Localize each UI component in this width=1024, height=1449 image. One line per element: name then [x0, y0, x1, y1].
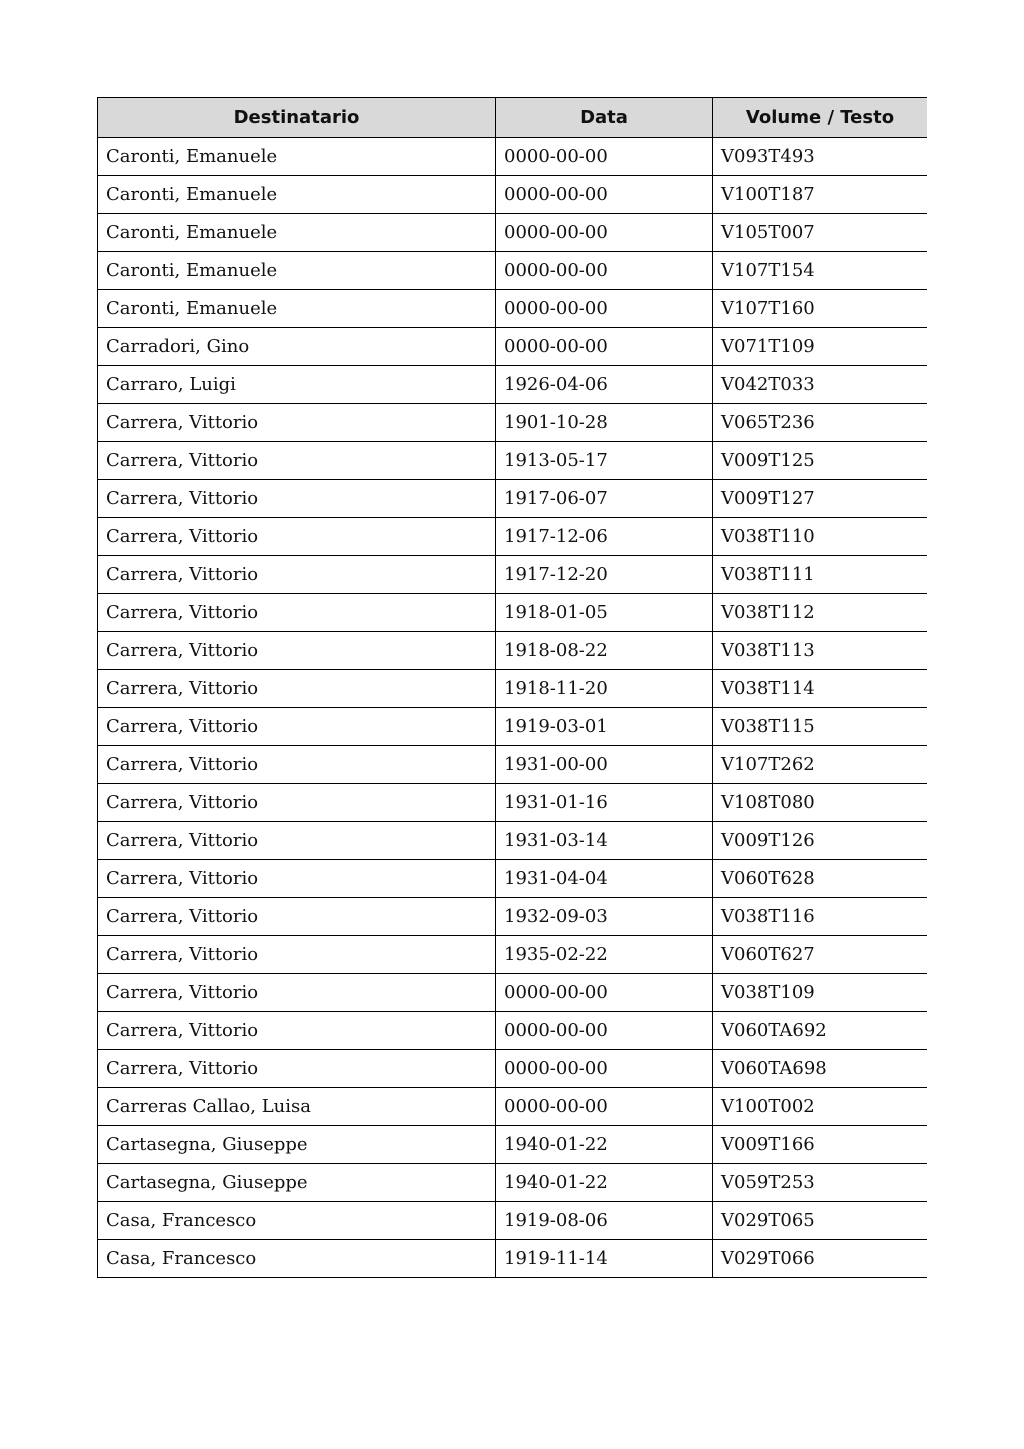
- cell-data: 1935-02-22: [496, 936, 713, 974]
- cell-data: 0000-00-00: [496, 138, 713, 176]
- cell-volume-testo: V100T002: [713, 1088, 928, 1126]
- cell-destinatario: Carradori, Gino: [98, 328, 496, 366]
- cell-data: 0000-00-00: [496, 214, 713, 252]
- table-row: [98, 328, 928, 366]
- cell-data: 1931-00-00: [496, 746, 713, 784]
- cell-volume-testo: V065T236: [713, 404, 928, 442]
- cell-data: 1917-06-07: [496, 480, 713, 518]
- cell-data: 1919-08-06: [496, 1202, 713, 1240]
- cell-volume-testo: V060T628: [713, 860, 928, 898]
- cell-destinatario: Caronti, Emanuele: [98, 252, 496, 290]
- cell-destinatario: Casa, Francesco: [98, 1240, 496, 1278]
- cell-volume-testo: V029T065: [713, 1202, 928, 1240]
- column-header-data: Data: [496, 98, 713, 138]
- cell-destinatario: Carrera, Vittorio: [98, 974, 496, 1012]
- cell-destinatario: Carreras Callao, Luisa: [98, 1088, 496, 1126]
- table-row: [98, 670, 928, 708]
- cell-data: 0000-00-00: [496, 290, 713, 328]
- cell-data: 1919-11-14: [496, 1240, 713, 1278]
- cell-data: 1931-01-16: [496, 784, 713, 822]
- table-row: [98, 214, 928, 252]
- table-row: [98, 1126, 928, 1164]
- table-row: [98, 1164, 928, 1202]
- cell-data: 1940-01-22: [496, 1126, 713, 1164]
- cell-destinatario: Carrera, Vittorio: [98, 594, 496, 632]
- cell-data: 1901-10-28: [496, 404, 713, 442]
- table-row: [98, 366, 928, 404]
- cell-data: 1940-01-22: [496, 1164, 713, 1202]
- cell-destinatario: Carrera, Vittorio: [98, 898, 496, 936]
- cell-data: 0000-00-00: [496, 328, 713, 366]
- cell-destinatario: Carrera, Vittorio: [98, 518, 496, 556]
- table-row: [98, 860, 928, 898]
- cell-volume-testo: V100T187: [713, 176, 928, 214]
- cell-volume-testo: V105T007: [713, 214, 928, 252]
- cell-data: 0000-00-00: [496, 176, 713, 214]
- table-row: [98, 404, 928, 442]
- cell-destinatario: Carrera, Vittorio: [98, 442, 496, 480]
- table-row: [98, 1240, 928, 1278]
- cell-data: 0000-00-00: [496, 1050, 713, 1088]
- table-row: [98, 784, 928, 822]
- table-row: [98, 746, 928, 784]
- cell-volume-testo: V060TA692: [713, 1012, 928, 1050]
- table-row: [98, 632, 928, 670]
- cell-volume-testo: V060T627: [713, 936, 928, 974]
- cell-destinatario: Carrera, Vittorio: [98, 1050, 496, 1088]
- cell-destinatario: Carrera, Vittorio: [98, 936, 496, 974]
- cell-volume-testo: V009T127: [713, 480, 928, 518]
- cell-data: 0000-00-00: [496, 252, 713, 290]
- table-row: [98, 176, 928, 214]
- document-table-container: [97, 97, 927, 1312]
- cell-destinatario: Carrera, Vittorio: [98, 556, 496, 594]
- cell-destinatario: Carrera, Vittorio: [98, 670, 496, 708]
- cell-data: 1919-03-01: [496, 708, 713, 746]
- cell-destinatario: Carrera, Vittorio: [98, 480, 496, 518]
- cell-destinatario: Carrera, Vittorio: [98, 632, 496, 670]
- cell-volume-testo: V107T262: [713, 746, 928, 784]
- letters-table: [97, 97, 927, 1278]
- column-header-volume-testo: Volume / Testo: [713, 98, 928, 138]
- cell-volume-testo: V038T110: [713, 518, 928, 556]
- cell-volume-testo: V038T111: [713, 556, 928, 594]
- cell-data: 1918-11-20: [496, 670, 713, 708]
- table-row: [98, 1088, 928, 1126]
- cell-data: 1917-12-06: [496, 518, 713, 556]
- cell-volume-testo: V038T112: [713, 594, 928, 632]
- cell-volume-testo: V038T114: [713, 670, 928, 708]
- cell-volume-testo: V009T166: [713, 1126, 928, 1164]
- cell-volume-testo: V108T080: [713, 784, 928, 822]
- table-body: [98, 138, 928, 1278]
- cell-volume-testo: V107T160: [713, 290, 928, 328]
- cell-volume-testo: V071T109: [713, 328, 928, 366]
- table-row: [98, 556, 928, 594]
- column-header-destinatario: Destinatario: [98, 98, 496, 138]
- cell-destinatario: Cartasegna, Giuseppe: [98, 1126, 496, 1164]
- cell-volume-testo: V038T115: [713, 708, 928, 746]
- cell-volume-testo: V059T253: [713, 1164, 928, 1202]
- table-header-row: [98, 98, 928, 138]
- cell-data: 0000-00-00: [496, 974, 713, 1012]
- cell-destinatario: Caronti, Emanuele: [98, 176, 496, 214]
- cell-destinatario: Carrera, Vittorio: [98, 708, 496, 746]
- cell-volume-testo: V038T116: [713, 898, 928, 936]
- cell-destinatario: Carrera, Vittorio: [98, 822, 496, 860]
- table-row: [98, 974, 928, 1012]
- cell-destinatario: Carrera, Vittorio: [98, 860, 496, 898]
- table-row: [98, 936, 928, 974]
- cell-data: 1913-05-17: [496, 442, 713, 480]
- table-row: [98, 290, 928, 328]
- cell-volume-testo: V093T493: [713, 138, 928, 176]
- table-row: [98, 1050, 928, 1088]
- cell-data: 1918-01-05: [496, 594, 713, 632]
- cell-data: 0000-00-00: [496, 1088, 713, 1126]
- cell-volume-testo: V060TA698: [713, 1050, 928, 1088]
- cell-destinatario: Caronti, Emanuele: [98, 214, 496, 252]
- table-row: [98, 1202, 928, 1240]
- cell-destinatario: Carraro, Luigi: [98, 366, 496, 404]
- table-row: [98, 708, 928, 746]
- cell-destinatario: Caronti, Emanuele: [98, 138, 496, 176]
- cell-destinatario: Carrera, Vittorio: [98, 1012, 496, 1050]
- cell-data: 1918-08-22: [496, 632, 713, 670]
- table-row: [98, 1012, 928, 1050]
- cell-data: 1931-03-14: [496, 822, 713, 860]
- table-row: [98, 442, 928, 480]
- cell-data: 1932-09-03: [496, 898, 713, 936]
- table-row: [98, 252, 928, 290]
- table-row: [98, 898, 928, 936]
- cell-destinatario: Carrera, Vittorio: [98, 404, 496, 442]
- cell-volume-testo: V009T126: [713, 822, 928, 860]
- cell-volume-testo: V107T154: [713, 252, 928, 290]
- cell-data: 1926-04-06: [496, 366, 713, 404]
- cell-destinatario: Casa, Francesco: [98, 1202, 496, 1240]
- table-row: [98, 480, 928, 518]
- table-row: [98, 594, 928, 632]
- cell-data: 0000-00-00: [496, 1012, 713, 1050]
- table-row: [98, 518, 928, 556]
- cell-data: 1931-04-04: [496, 860, 713, 898]
- cell-destinatario: Carrera, Vittorio: [98, 746, 496, 784]
- cell-volume-testo: V038T113: [713, 632, 928, 670]
- cell-volume-testo: V009T125: [713, 442, 928, 480]
- cell-volume-testo: V042T033: [713, 366, 928, 404]
- cell-data: 1917-12-20: [496, 556, 713, 594]
- cell-destinatario: Cartasegna, Giuseppe: [98, 1164, 496, 1202]
- cell-destinatario: Caronti, Emanuele: [98, 290, 496, 328]
- cell-destinatario: Carrera, Vittorio: [98, 784, 496, 822]
- table-row: [98, 822, 928, 860]
- cell-volume-testo: V029T066: [713, 1240, 928, 1278]
- table-row: [98, 138, 928, 176]
- cell-volume-testo: V038T109: [713, 974, 928, 1012]
